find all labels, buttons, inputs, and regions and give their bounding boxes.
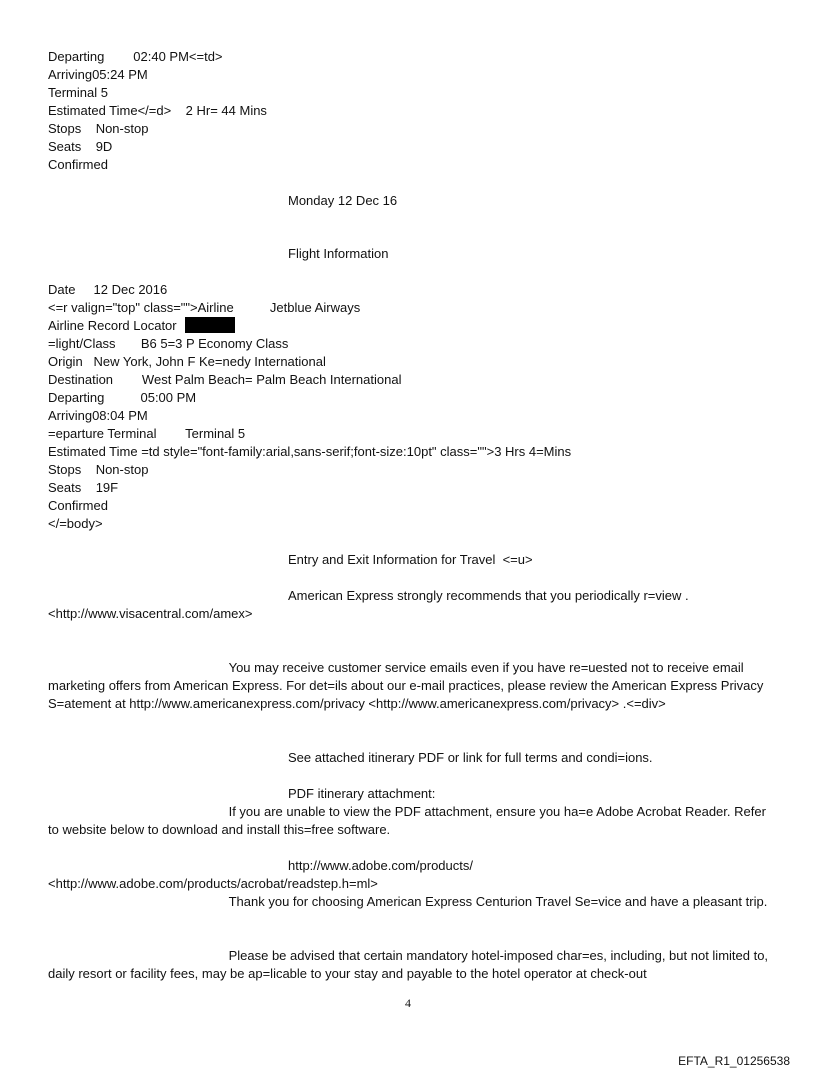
airline-line: <=r valign="top" class="">Airline Jetblue Airways [48, 300, 361, 315]
thank-you-paragraph: Thank you for choosing American Express Centurion Travel Se=vice and have a pleasant trip. [48, 894, 768, 909]
pdf-attachment-label: PDF itinerary attachment: [288, 786, 436, 801]
status-line: Confirmed [48, 157, 108, 172]
status-line: Confirmed [48, 498, 108, 513]
seats-line: Seats 9D [48, 139, 113, 154]
hotel-fees-paragraph: Please be advised that certain mandatory hotel-imposed char=es, including, but not limited to, daily resort or facility fees, may be ap=licable to your stay and payable to the hotel operator at check-out [48, 948, 772, 981]
origin-line: Origin New York, John F Ke=nedy International [48, 354, 326, 369]
document-id: EFTA_R1_01256538 [678, 1054, 790, 1068]
estimated-time-line: Estimated Time</=d> 2 Hr= 44 Mins [48, 103, 267, 118]
arriving-line: Arriving08:04 PM [48, 408, 148, 423]
date-heading: Monday 12 Dec 16 [288, 193, 398, 208]
arriving-line: Arriving05:24 PM [48, 67, 148, 82]
adobe-products-link[interactable]: http://www.adobe.com/products/ [288, 858, 473, 873]
stops-line: Stops Non-stop [48, 462, 149, 477]
record-locator-line [48, 317, 235, 335]
date-line: Date 12 Dec 2016 [48, 282, 168, 297]
amex-recommends-text: American Express strongly recommends that you periodically r=view . [288, 588, 689, 603]
page-number: 4 [405, 996, 411, 1010]
seats-line: Seats 19F [48, 480, 119, 495]
email-notice-paragraph: You may receive customer service emails even if you have re=uested not to receive email marketing offers from American Express. For det=ils about our e-mail practices, please review the American Express Privacy S=atement at http://www.americanexpress.com/privacy <http://www.americanexpress.com/privacy> .<=div> [48, 660, 768, 711]
entry-exit-heading: Entry and Exit Information for Travel <=u> [288, 552, 533, 567]
record-locator-label: Airline Record Locator [48, 318, 177, 333]
estimated-time-line: Estimated Time =td style="font-family:arial,sans-serif;font-size:10pt" class="">3 Hrs 4=Mins [48, 444, 572, 459]
terminal-line: Terminal 5 [48, 85, 108, 100]
pdf-unable-paragraph: If you are unable to view the PDF attachment, ensure you ha=e Adobe Acrobat Reader. Refer to website below to download and install this=free software. [48, 804, 770, 837]
flight-class-line: =light/Class B6 5=3 P Economy Class [48, 336, 289, 351]
see-attached-text: See attached itinerary PDF or link for full terms and condi=ions. [288, 750, 653, 765]
body-close-line: </=body> [48, 516, 103, 531]
adobe-readstep-link[interactable]: <http://www.adobe.com/products/acrobat/readstep.h=ml> [48, 876, 378, 891]
visa-central-link[interactable]: <http://www.visacentral.com/amex> [48, 606, 253, 621]
departing-line: Departing 05:00 PM [48, 390, 197, 405]
flight-info-heading: Flight Information [288, 246, 389, 261]
departing-line: Departing 02:40 PM<=td> [48, 49, 223, 64]
destination-line: Destination West Palm Beach= Palm Beach International [48, 372, 402, 387]
departure-terminal-line: =eparture Terminal Terminal 5 [48, 426, 246, 441]
stops-line: Stops Non-stop [48, 121, 149, 136]
redaction-box [185, 317, 235, 333]
